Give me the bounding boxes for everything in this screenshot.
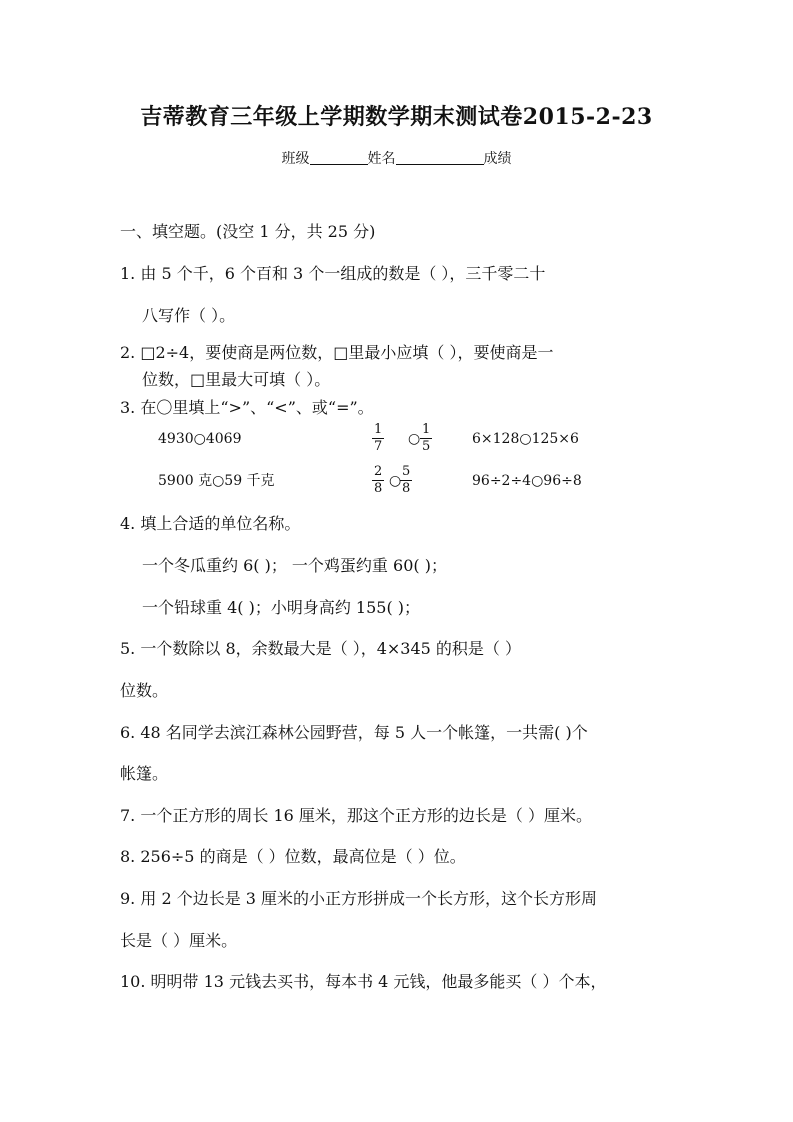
question-9-line-2: 长是（ ）厘米。 bbox=[120, 931, 238, 950]
fraction-numerator: 1 bbox=[374, 422, 383, 437]
compare-2a: 5900 克○59 千克 bbox=[158, 473, 275, 489]
question-4-line-3: 一个铅球重 4( )；小明身高约 155( )； bbox=[142, 598, 421, 617]
fraction-1-left bbox=[372, 422, 384, 455]
question-3-line-1: 3. 在〇里填上“>”、“<”、或“=”。 bbox=[120, 398, 374, 417]
page-title: 吉蒂教育三年级上学期数学期末测试卷2015-2-23 bbox=[140, 104, 653, 130]
fraction-2-left bbox=[372, 464, 384, 497]
fraction-2-right bbox=[400, 464, 412, 497]
question-5-line-1: 5. 一个数除以 8，余数最大是（ ），4×345 的积是（ ） bbox=[120, 639, 522, 658]
student-info-line bbox=[0, 150, 793, 168]
fraction-numerator: 5 bbox=[402, 464, 411, 479]
class-blank bbox=[310, 150, 368, 165]
question-4-line-1: 4. 填上合适的单位名称。 bbox=[120, 514, 301, 533]
question-2-line-2: 位数，□里最大可填（ ）。 bbox=[142, 370, 331, 389]
fraction-denominator: 8 bbox=[402, 481, 411, 496]
fraction-1-right bbox=[420, 422, 432, 455]
question-7-line-1: 7. 一个正方形的周长 16 厘米，那这个正方形的边长是（ ）厘米。 bbox=[120, 806, 592, 825]
fraction-denominator: 8 bbox=[374, 481, 383, 496]
question-9-line-1: 9. 用 2 个边长是 3 厘米的小正方形拼成一个长方形，这个长方形周 bbox=[120, 889, 598, 908]
question-6-line-1: 6. 48 名同学去滨江森林公园野营，每 5 人一个帐篷，一共需( )个 bbox=[120, 723, 588, 742]
class-label: 班级 bbox=[281, 151, 310, 167]
question-6-line-2: 帐篷。 bbox=[120, 764, 169, 783]
fraction-numerator: 1 bbox=[422, 422, 431, 437]
compare-2c: 96÷2÷4○96÷8 bbox=[472, 473, 582, 489]
question-10-line-1: 10. 明明带 13 元钱去买书，每本书 4 元钱，他最多能买（ ）个本， bbox=[120, 972, 607, 991]
question-4-line-2: 一个冬瓜重约 6( )； 一个鸡蛋约重 60( )； bbox=[142, 556, 447, 575]
fraction-denominator: 7 bbox=[374, 439, 383, 454]
question-1-line-2: 八写作（ ）。 bbox=[142, 306, 236, 325]
question-2-line-1: 2. □2÷4，要使商是两位数，□里最小应填（ ），要使商是一 bbox=[120, 343, 554, 362]
question-1-line-1: 1. 由 5 个千，6 个百和 3 个一组成的数是（ ），三千零二十 bbox=[120, 264, 546, 283]
compare-1c: 6×128○125×6 bbox=[472, 431, 579, 447]
name-blank bbox=[396, 150, 484, 165]
compare-1a: 4930○4069 bbox=[158, 431, 242, 447]
fraction-denominator: 5 bbox=[422, 439, 431, 454]
fraction-numerator: 2 bbox=[374, 464, 383, 479]
section-heading: 一、填空题。(没空 1 分，共 25 分) bbox=[120, 222, 376, 241]
question-8-line-1: 8. 256÷5 的商是（ ）位数，最高位是（ ）位。 bbox=[120, 847, 466, 866]
compare-circle-2: ○ bbox=[389, 473, 402, 489]
compare-circle-1: ○ bbox=[408, 431, 421, 447]
name-label: 姓名 bbox=[367, 151, 396, 167]
question-5-line-2: 位数。 bbox=[120, 681, 169, 700]
score-label: 成绩 bbox=[483, 151, 512, 167]
